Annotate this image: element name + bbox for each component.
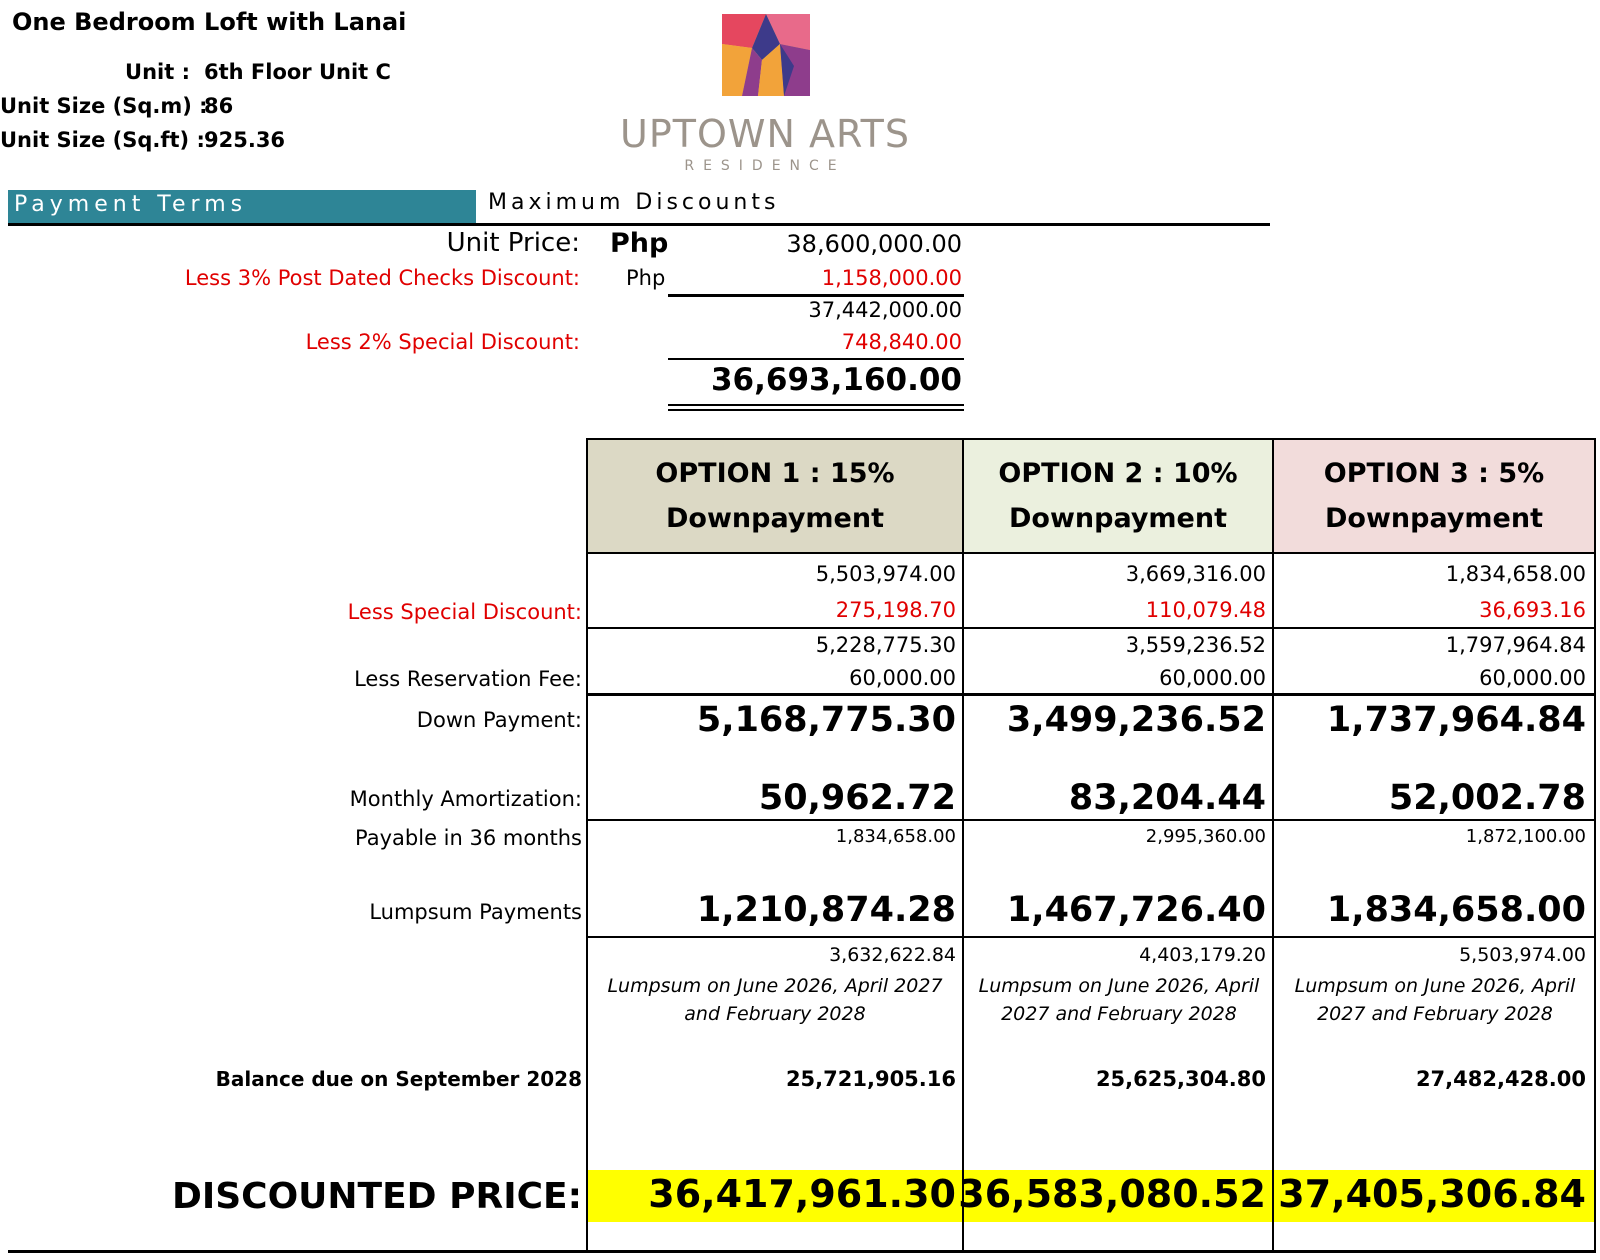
option-1-title: OPTION 1 : 15%	[655, 458, 895, 489]
row-border-4	[587, 936, 1596, 938]
option-3-gross-downpayment: 1,834,658.00	[1445, 562, 1586, 586]
col-border-3	[1594, 438, 1596, 1252]
option-2-title: OPTION 2 : 10%	[998, 458, 1238, 489]
option-1-down-payment: 5,168,775.30	[696, 700, 956, 740]
option-1-gross-downpayment: 5,503,974.00	[815, 562, 956, 586]
total-rule-double-2	[668, 409, 964, 411]
option-1-header	[588, 440, 962, 552]
option-3-balance-due: 27,482,428.00	[1415, 1067, 1586, 1091]
row-label-monthly-amortization: Monthly Amortization:	[349, 787, 582, 811]
subtotal-rule	[668, 294, 964, 297]
unit-value: 6th Floor Unit C	[204, 60, 391, 84]
col-border-0	[586, 438, 588, 1252]
logo-subtitle: RESIDENCE	[684, 158, 846, 174]
option-2-net-downpayment: 3,559,236.52	[1125, 633, 1266, 657]
option-3-lumpsum: 1,834,658.00	[1326, 890, 1586, 930]
option-1-subtitle: Downpayment	[665, 503, 885, 534]
option-2-lumpsum-note: Lumpsum on June 2026, April 2027 and February 2028	[978, 975, 1260, 1025]
option-2-down-payment: 3,499,236.52	[1006, 700, 1266, 740]
special-discount-label: Less 2% Special Discount:	[305, 330, 580, 354]
header-bottom-border	[587, 552, 1596, 554]
row-border-2	[587, 693, 1596, 696]
logo-wordmark: UPTOWN ARTS	[620, 112, 910, 156]
unit-price-value: 38,600,000.00	[786, 230, 962, 258]
subtotal-value: 37,442,000.00	[808, 298, 962, 322]
option-2-balance-due: 25,625,304.80	[1095, 1067, 1266, 1091]
option-2-header	[964, 440, 1272, 552]
row-label-payable-36-months: Payable in 36 months	[355, 826, 582, 850]
option-3-down-payment: 1,737,964.84	[1326, 700, 1586, 740]
option-1-lumpsum-total: 3,632,622.84	[829, 944, 956, 966]
row-label-less-reservation-fee: Less Reservation Fee:	[354, 667, 582, 691]
table-top-border	[587, 438, 1596, 440]
option-2-lumpsum: 1,467,726.40	[1006, 890, 1266, 930]
option-1-payable-total: 1,834,658.00	[835, 826, 956, 847]
maximum-discounts-label: Maximum Discounts	[488, 190, 780, 215]
option-3-payable-total: 1,872,100.00	[1465, 826, 1586, 847]
option-2-gross-downpayment: 3,669,316.00	[1125, 562, 1266, 586]
option-3-title: OPTION 3 : 5%	[1323, 458, 1545, 489]
unit-price-label: Unit Price:	[446, 228, 580, 258]
col-border-2	[1272, 438, 1274, 1252]
total-rule-top	[668, 358, 964, 360]
option-1-balance-due: 25,721,905.16	[785, 1067, 956, 1091]
option-1-lumpsum-note: Lumpsum on June 2026, April 2027 and February 2028	[607, 975, 943, 1025]
option-3-lumpsum-total: 5,503,974.00	[1459, 944, 1586, 966]
payment-terms-label: Payment Terms	[14, 192, 248, 217]
uptown-arts-logo-mark	[722, 14, 810, 96]
page-title: One Bedroom Loft with Lanai	[12, 8, 407, 36]
option-3-net-downpayment: 1,797,964.84	[1445, 633, 1586, 657]
unit-label: Unit :	[125, 60, 190, 84]
option-3-special-discount: 36,693.16	[1479, 598, 1586, 622]
payment-terms-tab	[8, 190, 476, 224]
option-3-monthly-amortization: 52,002.78	[1388, 778, 1586, 818]
row-label-discounted-price: DISCOUNTED PRICE:	[171, 1176, 582, 1217]
unit-size-sqm-value: 86	[204, 94, 234, 118]
row-label-less-special-discount: Less Special Discount:	[347, 600, 582, 624]
currency: Php	[626, 266, 666, 290]
option-1-monthly-amortization: 50,962.72	[758, 778, 956, 818]
row-label-balance-due: Balance due on September 2028	[215, 1067, 582, 1091]
row-label-lumpsum-payments: Lumpsum Payments	[369, 900, 582, 924]
option-2-payable-total: 2,995,360.00	[1145, 826, 1266, 847]
option-3-reservation-fee: 60,000.00	[1479, 666, 1586, 690]
total-rule-double-1	[668, 404, 964, 406]
pdc-discount-value: 1,158,000.00	[821, 266, 962, 290]
option-1-lumpsum: 1,210,874.28	[696, 890, 956, 930]
option-2-lumpsum-total: 4,403,179.20	[1139, 944, 1266, 966]
option-3-subtitle: Downpayment	[1324, 503, 1544, 534]
option-2-reservation-fee: 60,000.00	[1159, 666, 1266, 690]
option-1-net-downpayment: 5,228,775.30	[815, 633, 956, 657]
col-border-1	[962, 438, 964, 1252]
special-discount-value: 748,840.00	[841, 330, 962, 354]
net-total-value: 36,693,160.00	[710, 362, 962, 398]
option-1-discounted-price: 36,417,961.30	[648, 1172, 956, 1216]
option-2-special-discount: 110,079.48	[1145, 598, 1266, 622]
option-3-header	[1274, 440, 1594, 552]
row-label-down-payment: Down Payment:	[416, 708, 582, 732]
option-2-monthly-amortization: 83,204.44	[1068, 778, 1266, 818]
section-divider	[8, 223, 1270, 226]
row-border-1	[587, 627, 1596, 629]
unit-size-sqft-value: 925.36	[204, 128, 286, 152]
pdc-discount-label: Less 3% Post Dated Checks Discount:	[184, 266, 580, 290]
option-3-lumpsum-note: Lumpsum on June 2026, April 2027 and February 2028	[1294, 975, 1576, 1025]
option-1-reservation-fee: 60,000.00	[849, 666, 956, 690]
unit-size-sqft-label: Unit Size (Sq.ft) :	[0, 128, 205, 152]
row-border-3	[587, 819, 1596, 821]
option-2-discounted-price: 36,583,080.52	[958, 1172, 1266, 1216]
option-1-special-discount: 275,198.70	[835, 598, 956, 622]
option-2-subtitle: Downpayment	[1008, 503, 1228, 534]
table-bottom-border	[8, 1250, 1596, 1253]
option-3-discounted-price: 37,405,306.84	[1278, 1172, 1586, 1216]
currency-bold: Php	[610, 228, 669, 259]
unit-size-sqm-label: Unit Size (Sq.m) :	[0, 94, 208, 118]
